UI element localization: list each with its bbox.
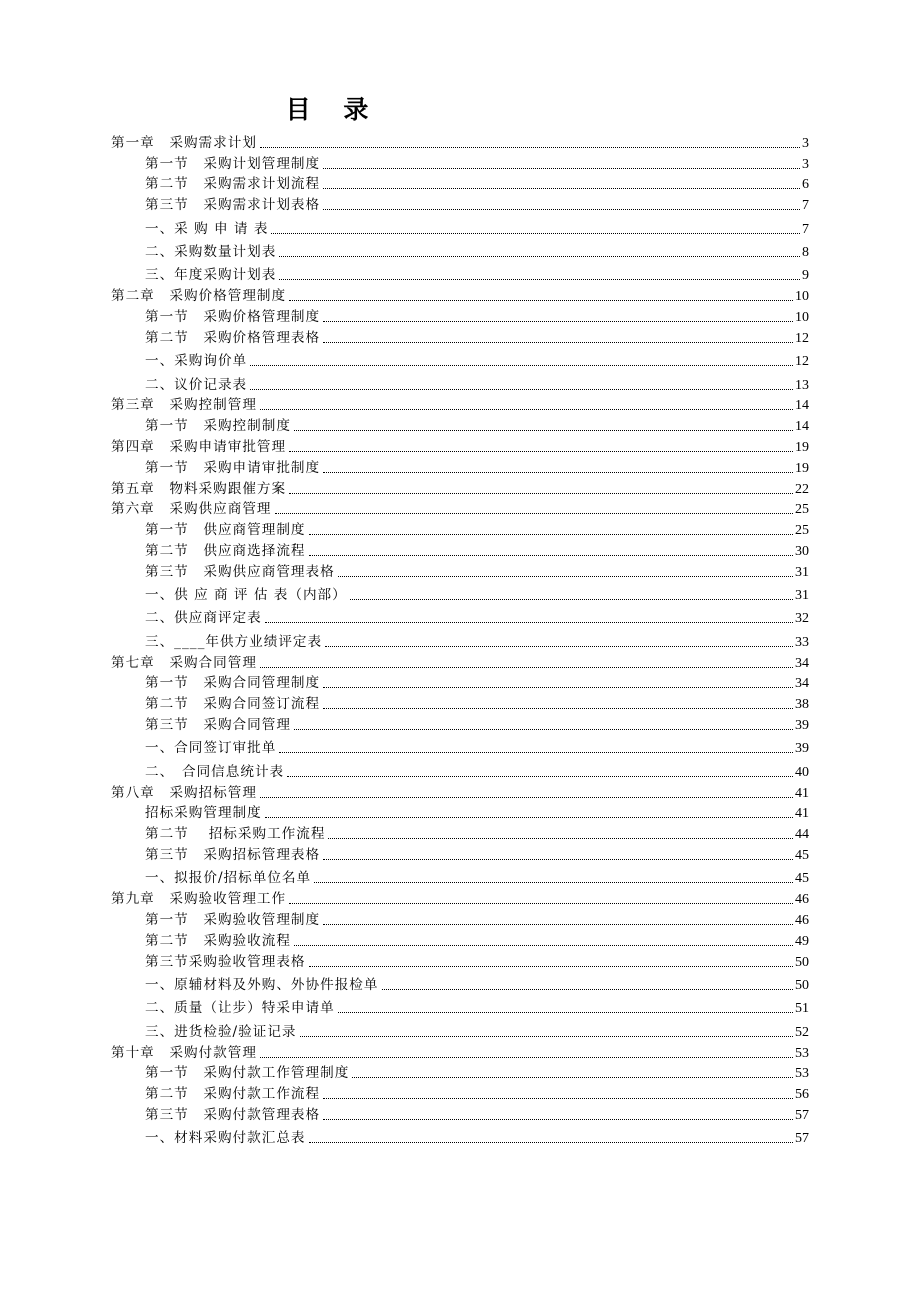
toc-dot-leader	[323, 1098, 793, 1099]
toc-entry[interactable]	[111, 435, 809, 456]
toc-entry-label: 一、采 购 申 请 表	[145, 220, 269, 237]
toc-entry[interactable]	[145, 1062, 809, 1083]
toc-dot-leader	[323, 708, 793, 709]
toc-entry[interactable]	[145, 713, 809, 734]
toc-entry[interactable]	[145, 560, 809, 581]
toc-entry[interactable]	[145, 173, 809, 194]
toc-entry[interactable]	[111, 131, 809, 152]
toc-dot-leader	[382, 989, 794, 990]
toc-entry[interactable]	[145, 326, 809, 347]
toc-dot-leader	[250, 365, 793, 366]
toc-dot-leader	[323, 168, 800, 169]
toc-entry-label: 第七章 采购合同管理	[111, 654, 257, 671]
toc-entry[interactable]	[111, 394, 809, 415]
toc-entry-page-number: 34	[795, 655, 809, 671]
toc-dot-leader	[250, 389, 793, 390]
toc-entry[interactable]	[111, 284, 809, 305]
page-title: 目 录	[285, 95, 381, 124]
toc-entry-label: 招标采购管理制度	[145, 805, 262, 822]
toc-entry-label: 第一节 采购控制制度	[145, 418, 291, 435]
toc-entry[interactable]	[111, 1041, 809, 1062]
toc-dot-leader	[279, 279, 800, 280]
toc-dot-leader	[289, 300, 793, 301]
toc-entry-page-number: 44	[795, 827, 809, 843]
toc-entry-page-number: 10	[795, 289, 809, 305]
toc-entry-label: 第三节 采购付款管理表格	[145, 1106, 321, 1123]
toc-entry[interactable]	[145, 539, 809, 560]
toc-entry-page-number: 39	[795, 741, 809, 757]
toc-entry[interactable]	[145, 238, 809, 261]
toc-dot-leader	[323, 1119, 793, 1120]
toc-entry-label: 第二节 采购价格管理表格	[145, 329, 321, 346]
toc-entry[interactable]	[145, 152, 809, 173]
toc-entry-page-number: 33	[795, 634, 809, 650]
toc-entry[interactable]	[145, 822, 809, 843]
toc-dot-leader	[323, 924, 793, 925]
toc-dot-leader	[260, 797, 793, 798]
toc-entry-page-number: 13	[795, 377, 809, 393]
toc-entry[interactable]	[145, 627, 809, 650]
toc-entry-label: 一、拟报价/招标单位名单	[145, 870, 312, 887]
toc-dot-leader	[323, 321, 793, 322]
toc-entry[interactable]	[145, 581, 809, 604]
toc-entry-page-number: 14	[795, 419, 809, 435]
toc-entry[interactable]	[145, 802, 809, 823]
toc-dot-leader	[323, 342, 793, 343]
toc-entry-page-number: 39	[795, 718, 809, 734]
toc-dot-leader	[323, 687, 793, 688]
toc-dot-leader	[309, 534, 793, 535]
toc-entry-label: 第三节 采购招标管理表格	[145, 847, 321, 864]
toc-entry-label: 第一节 采购合同管理制度	[145, 675, 321, 692]
toc-entry-page-number: 56	[795, 1087, 809, 1103]
toc-entry-page-number: 7	[802, 221, 809, 237]
toc-entry-label: 第一节 采购计划管理制度	[145, 155, 321, 172]
toc-entry-page-number: 25	[795, 523, 809, 539]
toc-entry-page-number: 45	[795, 848, 809, 864]
toc-dot-leader	[279, 752, 793, 753]
toc-entry-label: 三、进货检验/验证记录	[145, 1023, 297, 1040]
toc-entry-label: 三、____年供方业绩评定表	[145, 633, 323, 650]
toc-entry-page-number: 38	[795, 697, 809, 713]
toc-entry[interactable]	[111, 781, 809, 802]
toc-entry-label: 一、材料采购付款汇总表	[145, 1130, 306, 1147]
toc-entry-page-number: 12	[795, 354, 809, 370]
toc-entry-label: 第五章 物料采购跟催方案	[111, 480, 287, 497]
toc-dot-leader	[271, 233, 800, 234]
toc-entry-label: 第十章 采购付款管理	[111, 1044, 257, 1061]
toc-entry-page-number: 19	[795, 439, 809, 455]
toc-entry-page-number: 46	[795, 892, 809, 908]
toc-entry-label: 第二节 采购验收流程	[145, 932, 291, 949]
toc-entry-label: 第三节 采购需求计划表格	[145, 197, 321, 214]
toc-entry[interactable]	[145, 456, 809, 477]
toc-dot-leader	[338, 576, 793, 577]
toc-entry[interactable]	[145, 305, 809, 326]
toc-entry[interactable]	[145, 1124, 809, 1147]
toc-entry-label: 一、采购询价单	[145, 353, 248, 370]
toc-entry-page-number: 7	[802, 198, 809, 214]
toc-entry-label: 第二节 供应商选择流程	[145, 542, 306, 559]
toc-entry-label: 一、合同签订审批单	[145, 740, 277, 757]
toc-dot-leader	[323, 188, 800, 189]
toc-entry-page-number: 31	[795, 588, 809, 604]
toc-entry[interactable]	[145, 414, 809, 435]
toc-entry-label: 二、质量（让步）特采申请单	[145, 1000, 335, 1017]
toc-dot-leader	[279, 256, 800, 257]
toc-entry-label: 第一节 采购验收管理制度	[145, 912, 321, 929]
toc-entry-label: 第一章 采购需求计划	[111, 134, 257, 151]
toc-entry-label: 二、议价记录表	[145, 376, 248, 393]
toc-dot-leader	[314, 882, 793, 883]
toc-entry[interactable]	[145, 1103, 809, 1124]
toc-dot-leader	[275, 513, 793, 514]
toc-dot-leader	[328, 838, 793, 839]
toc-entry-label: 第三节 采购供应商管理表格	[145, 563, 335, 580]
toc-entry-page-number: 57	[795, 1131, 809, 1147]
toc-entry[interactable]	[145, 214, 809, 237]
toc-entry[interactable]	[145, 1017, 809, 1040]
toc-entry-page-number: 50	[795, 954, 809, 970]
toc-entry[interactable]	[145, 347, 809, 370]
toc-entry[interactable]	[145, 692, 809, 713]
toc-entry-label: 一、原辅材料及外购、外协件报检单	[145, 977, 379, 993]
toc-entry-page-number: 3	[802, 135, 809, 151]
toc-dot-leader	[294, 945, 793, 946]
toc-entry-page-number: 8	[802, 244, 809, 260]
toc-entry-page-number: 12	[795, 330, 809, 346]
toc-entry-page-number: 41	[795, 806, 809, 822]
toc-entry-page-number: 10	[795, 309, 809, 325]
toc-entry-page-number: 31	[795, 564, 809, 580]
toc-entry[interactable]	[145, 672, 809, 693]
toc-dot-leader	[260, 147, 800, 148]
toc-entry[interactable]	[111, 651, 809, 672]
toc-entry-page-number: 9	[802, 268, 809, 284]
toc-entry-page-number: 51	[795, 1001, 809, 1017]
toc-entry-label: 二、供应商评定表	[145, 610, 262, 627]
toc-entry-label: 第三节采购验收管理表格	[145, 953, 306, 970]
toc-entry-page-number: 57	[795, 1107, 809, 1123]
toc-dot-leader	[260, 667, 793, 668]
toc-dot-leader	[260, 409, 793, 410]
toc-dot-leader	[289, 903, 793, 904]
toc-entry-page-number: 30	[795, 543, 809, 559]
toc-entry-label: 二、 合同信息统计表	[145, 763, 285, 780]
toc-entry-page-number: 3	[802, 156, 809, 172]
toc-entry[interactable]	[145, 864, 809, 887]
toc-entry-label: 第二节 采购付款工作流程	[145, 1086, 321, 1103]
toc-dot-leader	[323, 859, 793, 860]
toc-entry-page-number: 34	[795, 676, 809, 692]
toc-entry[interactable]	[145, 908, 809, 929]
toc-dot-leader	[323, 472, 793, 473]
toc-entry-page-number: 52	[795, 1024, 809, 1040]
toc-entry-label: 三、年度采购计划表	[145, 267, 277, 284]
toc-entry-page-number: 22	[795, 481, 809, 497]
toc-entry-label: 第四章 采购申请审批管理	[111, 438, 287, 455]
toc-entry-page-number: 25	[795, 502, 809, 518]
toc-entry-label: 第三章 采购控制管理	[111, 397, 257, 414]
toc-entry-page-number: 46	[795, 913, 809, 929]
toc-entry-label: 第一节 采购价格管理制度	[145, 308, 321, 325]
toc-entry[interactable]	[145, 518, 809, 539]
toc-dot-leader	[338, 1012, 793, 1013]
toc-dot-leader	[309, 555, 793, 556]
toc-entry[interactable]	[145, 950, 809, 971]
toc-entry-label: 第一节 供应商管理制度	[145, 522, 306, 539]
toc-entry[interactable]	[111, 498, 809, 519]
toc-entry-page-number: 53	[795, 1066, 809, 1082]
toc-entry-label: 第二节 采购需求计划流程	[145, 176, 321, 193]
toc-entry-label: 第二节 采购合同签订流程	[145, 696, 321, 713]
toc-dot-leader	[309, 1142, 793, 1143]
toc-entry-label: 第三节 采购合同管理	[145, 717, 291, 734]
toc-entry[interactable]	[145, 604, 809, 627]
toc-entry-label: 一、供 应 商 评 估 表（内部）	[145, 587, 347, 604]
toc-entry-page-number: 49	[795, 933, 809, 949]
table-of-contents	[0, 131, 920, 1147]
toc-entry[interactable]	[145, 370, 809, 393]
toc-entry-page-number: 53	[795, 1045, 809, 1061]
toc-dot-leader	[265, 622, 793, 623]
toc-entry-label: 第九章 采购验收管理工作	[111, 891, 287, 908]
toc-entry[interactable]	[145, 193, 809, 214]
toc-entry-page-number: 32	[795, 611, 809, 627]
toc-dot-leader	[294, 729, 793, 730]
toc-entry[interactable]	[145, 843, 809, 864]
toc-entry-label: 第一节 采购申请审批制度	[145, 459, 321, 476]
toc-dot-leader	[260, 1057, 793, 1058]
toc-entry-page-number: 14	[795, 398, 809, 414]
toc-dot-leader	[350, 599, 793, 600]
toc-entry[interactable]	[111, 477, 809, 498]
toc-entry-page-number: 50	[795, 978, 809, 993]
toc-dot-leader	[289, 493, 793, 494]
toc-entry[interactable]	[145, 1082, 809, 1103]
toc-entry-label: 第一节 采购付款工作管理制度	[145, 1065, 350, 1082]
toc-dot-leader	[287, 776, 793, 777]
toc-dot-leader	[300, 1036, 793, 1037]
toc-entry-label: 第二章 采购价格管理制度	[111, 288, 287, 305]
toc-entry-page-number: 41	[795, 785, 809, 801]
toc-dot-leader	[289, 451, 793, 452]
toc-entry-label: 二、采购数量计划表	[145, 243, 277, 260]
toc-dot-leader	[265, 817, 793, 818]
toc-entry-page-number: 6	[802, 177, 809, 193]
toc-entry[interactable]	[145, 734, 809, 757]
toc-entry-label: 第八章 采购招标管理	[111, 784, 257, 801]
toc-entry-label: 第二节 招标采购工作流程	[145, 826, 326, 843]
toc-entry[interactable]	[145, 757, 809, 780]
toc-entry-label: 第六章 采购供应商管理	[111, 501, 272, 518]
toc-entry-page-number: 40	[795, 764, 809, 780]
toc-entry[interactable]	[145, 994, 809, 1017]
toc-entry[interactable]	[145, 929, 809, 950]
toc-entry-page-number: 19	[795, 460, 809, 476]
toc-entry[interactable]	[111, 887, 809, 908]
toc-dot-leader	[323, 209, 800, 210]
toc-dot-leader	[352, 1077, 793, 1078]
toc-dot-leader	[294, 430, 793, 431]
toc-dot-leader	[309, 966, 793, 967]
toc-entry[interactable]	[145, 971, 809, 994]
toc-dot-leader	[325, 646, 793, 647]
toc-entry[interactable]	[145, 261, 809, 284]
toc-entry-page-number: 45	[795, 871, 809, 887]
